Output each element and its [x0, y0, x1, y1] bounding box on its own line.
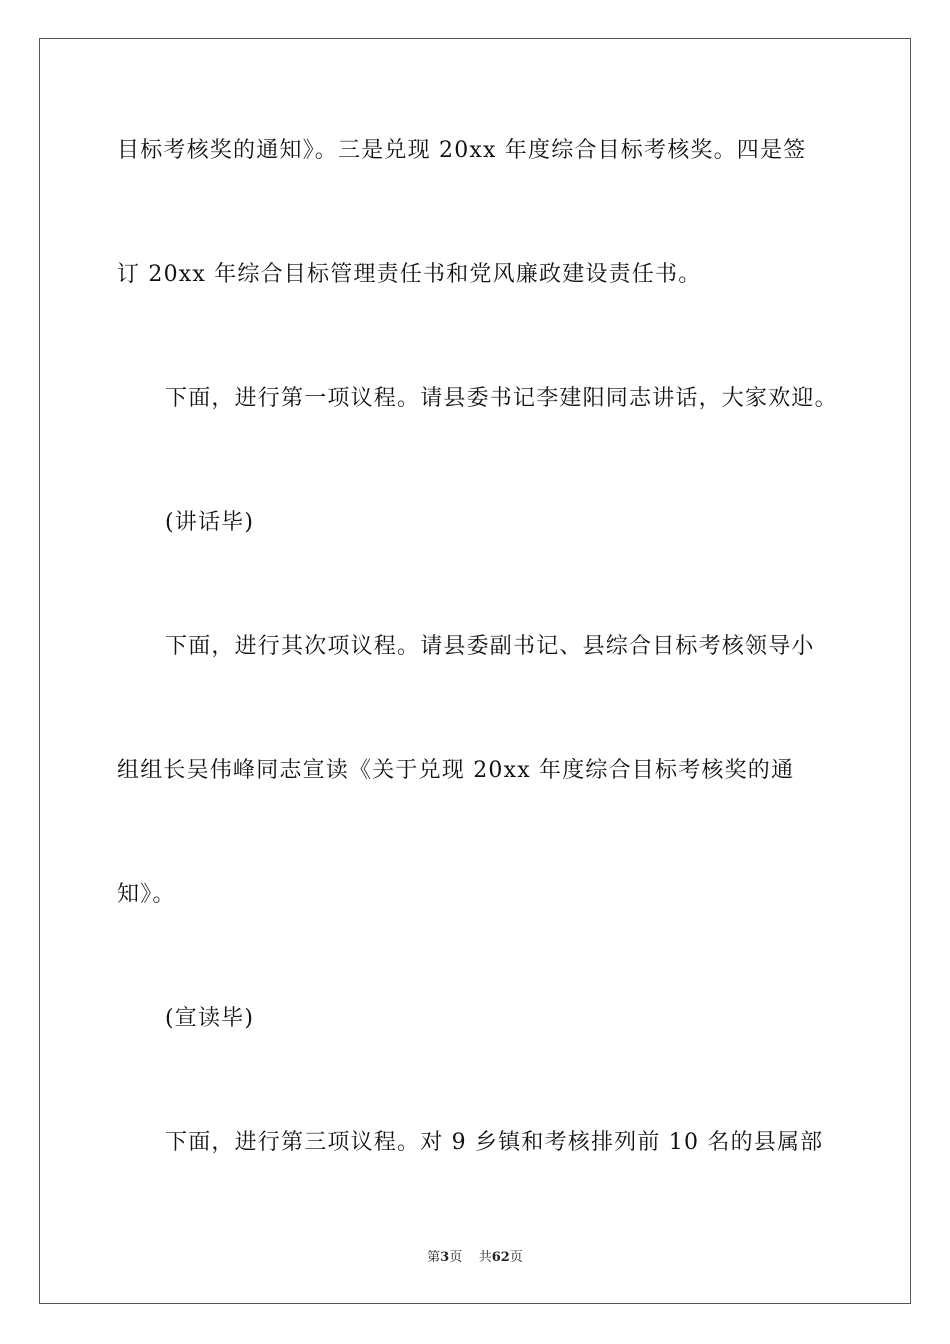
page-footer	[0, 1246, 950, 1265]
stage-direction-reading-end: (宣读毕)	[165, 1006, 255, 1031]
body-line-7: 知》。	[117, 882, 176, 907]
footer-page-suffix: 页	[449, 1250, 463, 1265]
footer-page-prefix: 第	[427, 1250, 441, 1265]
body-line-2: 订 20xx 年综合目标管理责任书和党风廉政建设责任书。	[117, 262, 702, 287]
body-line-1: 目标考核奖的通知》。三是兑现 20xx 年度综合目标考核奖。四是签	[117, 138, 807, 163]
paragraph-agenda-item-3: 下面，进行第三项议程。对 9 乡镇和考核排列前 10 名的县属部	[165, 1130, 824, 1155]
stage-direction-speech-end: (讲话毕)	[165, 510, 255, 535]
footer-page-number: 3	[440, 1250, 450, 1265]
body-line-6: 组组长吴伟峰同志宣读《关于兑现 20xx 年度综合目标考核奖的通	[117, 758, 795, 783]
footer-total-suffix: 页	[509, 1250, 523, 1265]
paragraph-agenda-item-1: 下面，进行第一项议程。请县委书记李建阳同志讲话，大家欢迎。	[165, 386, 838, 411]
footer-total-pages: 62	[491, 1250, 510, 1265]
page-border	[39, 38, 911, 1304]
footer-total-prefix: 共	[478, 1250, 492, 1265]
paragraph-agenda-item-2: 下面，进行其次项议程。请县委副书记、县综合目标考核领导小	[165, 634, 815, 659]
